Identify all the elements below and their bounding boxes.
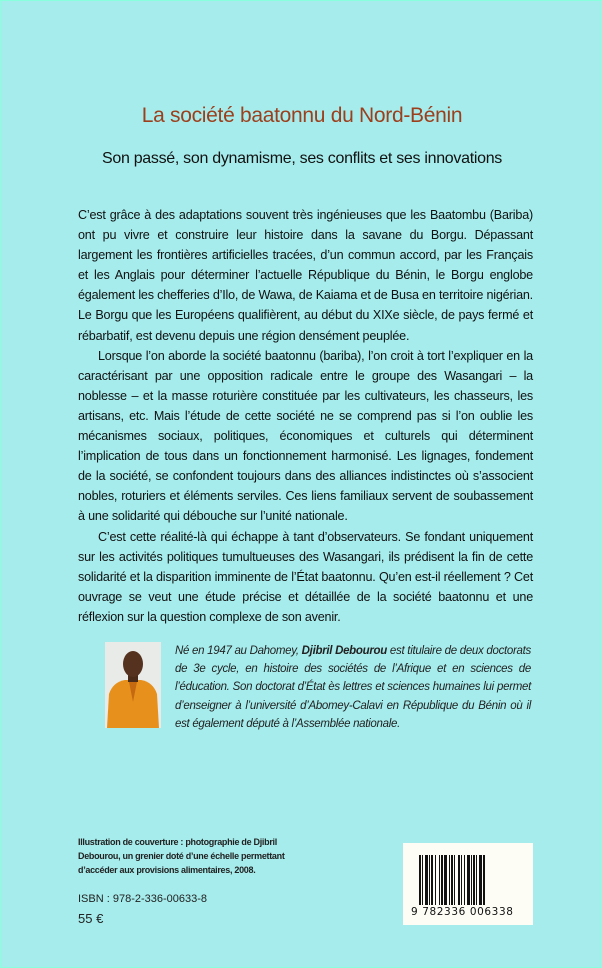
barcode-bar: [485, 855, 486, 905]
price: 55 €: [78, 911, 104, 926]
blurb-paragraph: C’est grâce à des adaptations souvent très ingénieuses que les Baatombu (Bariba) ont pu vivre et construire leur histoire dans la savane du Borgu. Dépassant largement les frontières artificielles tracées, d’un commun accord, par les Français et les Anglais pour déterminer l’actuelle République du Bénin, le Borgu englobe également les chefferies d’Ilo, de Wawa, de Kaiama et de Busa en territoire nigérian. Le Borgu que les Européens qualifièrent, au début du XIXe siècle, de pays fermé et rébarbatif, est devenu depuis une région densément peuplée.: [78, 208, 533, 343]
bio-text: est titulaire de deux doctorats de 3e cycle, en histoire des sociétés de l’Afrique et en sciences de l’éducation. Son doctorat d’État ès lettres et sciences humaines lui permet d’enseigner à l’université d’Abomey-Calavi en République du Bénin où il est également député à l’Assemblée nationale.: [175, 645, 531, 730]
blurb-paragraph: C’est cette réalité-là qui échappe à tant d’observateurs. Se fondant uniquement sur les activités politiques tumultueuses des Wasangari, ils prédisent la fin de cette solidarité et la disparition imminente de l’État baatonnu. Qu’en est-il réellement ? Cet ouvrage se veut une étude précise et détaillée de la société baatonnu et une réflexion sur la question complexe de son avenir.: [78, 529, 533, 624]
author-name: Djibril Debourou: [301, 645, 387, 657]
isbn: ISBN : 978-2-336-00633-8: [78, 893, 208, 905]
blurb-paragraph: Lorsque l’on aborde la société baatonnu (bariba), l’on croit à tort l’expliquer en la caractérisant par une opposition radicale entre le groupe des Wasangari – la noblesse – et la masse roturière constituée par les cultivateurs, les chasseurs, les artisans, etc. Mais l’étude de cette société ne se comprend pas si l’on oublie les mécanismes sociaux, politiques, économiques et culturels qui déterminent l’implication de tous dans un fonctionnement harmonisé. Les lignages, fondement de la société, se confondent toujours dans des alliances indistinctes où s’associent nobles, roturiers et éléments serviles. Ces liens familiaux servent de soubassement à une solidarité qui débouche sur l’unité nationale.: [78, 348, 533, 524]
bio-text: Né en 1947 au Dahomey,: [175, 645, 302, 657]
author-bio: [175, 642, 531, 733]
author-photo: [105, 642, 161, 728]
barcode: [403, 843, 533, 925]
book-title: La société baatonnu du Nord-Bénin: [141, 104, 463, 127]
barcode-bars: [419, 855, 525, 905]
book-subtitle: Son passé, son dynamisme, ses conflits et ses innovations: [101, 150, 502, 167]
barcode-number: 9 782336 006338: [411, 906, 514, 918]
blurb: [78, 205, 533, 627]
cover-credit: Illustration de couverture : photographie de Djibril Debourou, un grenier doté d’une échelle permettant d’accéder aux provisions alimentaires, 2008.: [78, 837, 285, 875]
